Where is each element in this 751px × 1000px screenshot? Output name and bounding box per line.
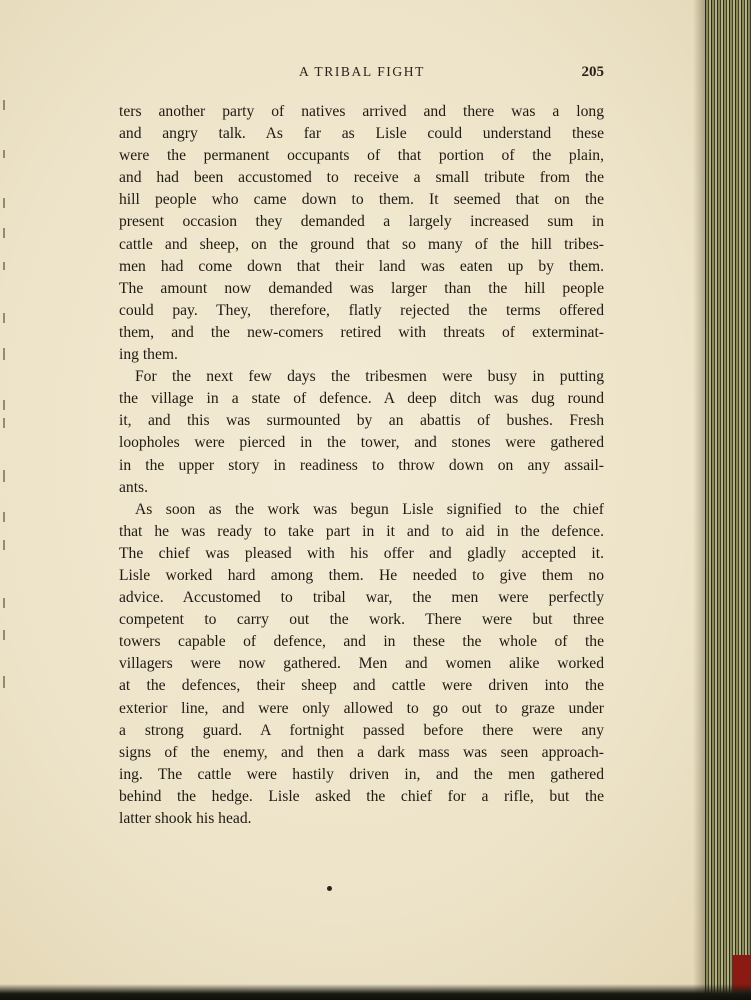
text-line: in the upper story in readiness to throw down on any assail-	[119, 456, 604, 474]
text-line: loopholes were pierced in the tower, and stones were gathered	[119, 434, 604, 452]
text-line: Lisle worked hard among them. He needed to give them no	[119, 566, 604, 584]
text-line: The amount now demanded was larger than the hill people	[119, 279, 604, 297]
running-header	[120, 64, 604, 84]
text-line: competent to carry out the work. There were but three	[119, 611, 604, 629]
text-line: towers capable of defence, and in these the whole of the	[119, 633, 604, 651]
running-title: A TRIBAL FIGHT	[299, 64, 425, 79]
text-line: hill people who came down to them. It seemed that on the	[119, 191, 604, 209]
text-line: exterior line, and were only allowed to go out to graze under	[119, 699, 604, 717]
text-line: signs of the enemy, and then a dark mass was seen approach-	[119, 743, 604, 761]
scan-bottom-edge	[0, 984, 751, 1000]
text-line: that he was ready to take part in it and to aid in the defence.	[119, 522, 604, 540]
left-margin-marks	[0, 0, 14, 1000]
text-line: at the defences, their sheep and cattle were driven into the	[119, 677, 604, 695]
body-text	[119, 101, 604, 830]
text-line: ters another party of natives arrived and there was a long	[119, 103, 604, 120]
text-line: advice. Accustomed to tribal war, the men were perfectly	[119, 589, 604, 607]
text-line: As soon as the work was begun Lisle signified to the chief	[135, 500, 604, 518]
page-edges	[705, 0, 751, 1000]
text-line: villagers were now gathered. Men and women alike worked	[119, 655, 604, 673]
text-line: present occasion they demanded a largely increased sum in	[119, 213, 604, 231]
text-line: ing them.	[119, 346, 178, 364]
text-line: The chief was pleased with his offer and gladly accepted it.	[119, 544, 604, 562]
binding-shadow	[693, 0, 705, 1000]
text-line: them, and the new-comers retired with threats of exterminat-	[119, 323, 604, 341]
text-line: latter shook his head.	[119, 810, 252, 827]
text-line: and angry talk. As far as Lisle could understand these	[119, 125, 604, 143]
text-line: ants.	[119, 478, 149, 496]
text-line: behind the hedge. Lisle asked the chief for a rifle, but the	[119, 787, 604, 805]
footer-dot	[327, 886, 332, 891]
text-line: a strong guard. A fortnight passed before there were any	[119, 721, 604, 739]
text-line: cattle and sheep, on the ground that so many of the hill tribes-	[119, 235, 604, 253]
text-line: were the permanent occupants of that portion of the plain,	[119, 147, 604, 165]
page-number: 205	[581, 64, 604, 80]
text-line: could pay. They, therefore, flatly rejected the terms offered	[119, 301, 604, 319]
text-line: it, and this was surmounted by an abattis of bushes. Fresh	[119, 412, 604, 430]
text-line: the village in a state of defence. A deep ditch was dug round	[119, 390, 604, 408]
text-line: ing. The cattle were hastily driven in, and the men gathered	[119, 765, 604, 783]
text-line: and had been accustomed to receive a small tribute from the	[119, 169, 604, 187]
text-line: men had come down that their land was eaten up by them.	[119, 257, 604, 275]
text-line: For the next few days the tribesmen were busy in putting	[135, 368, 604, 386]
